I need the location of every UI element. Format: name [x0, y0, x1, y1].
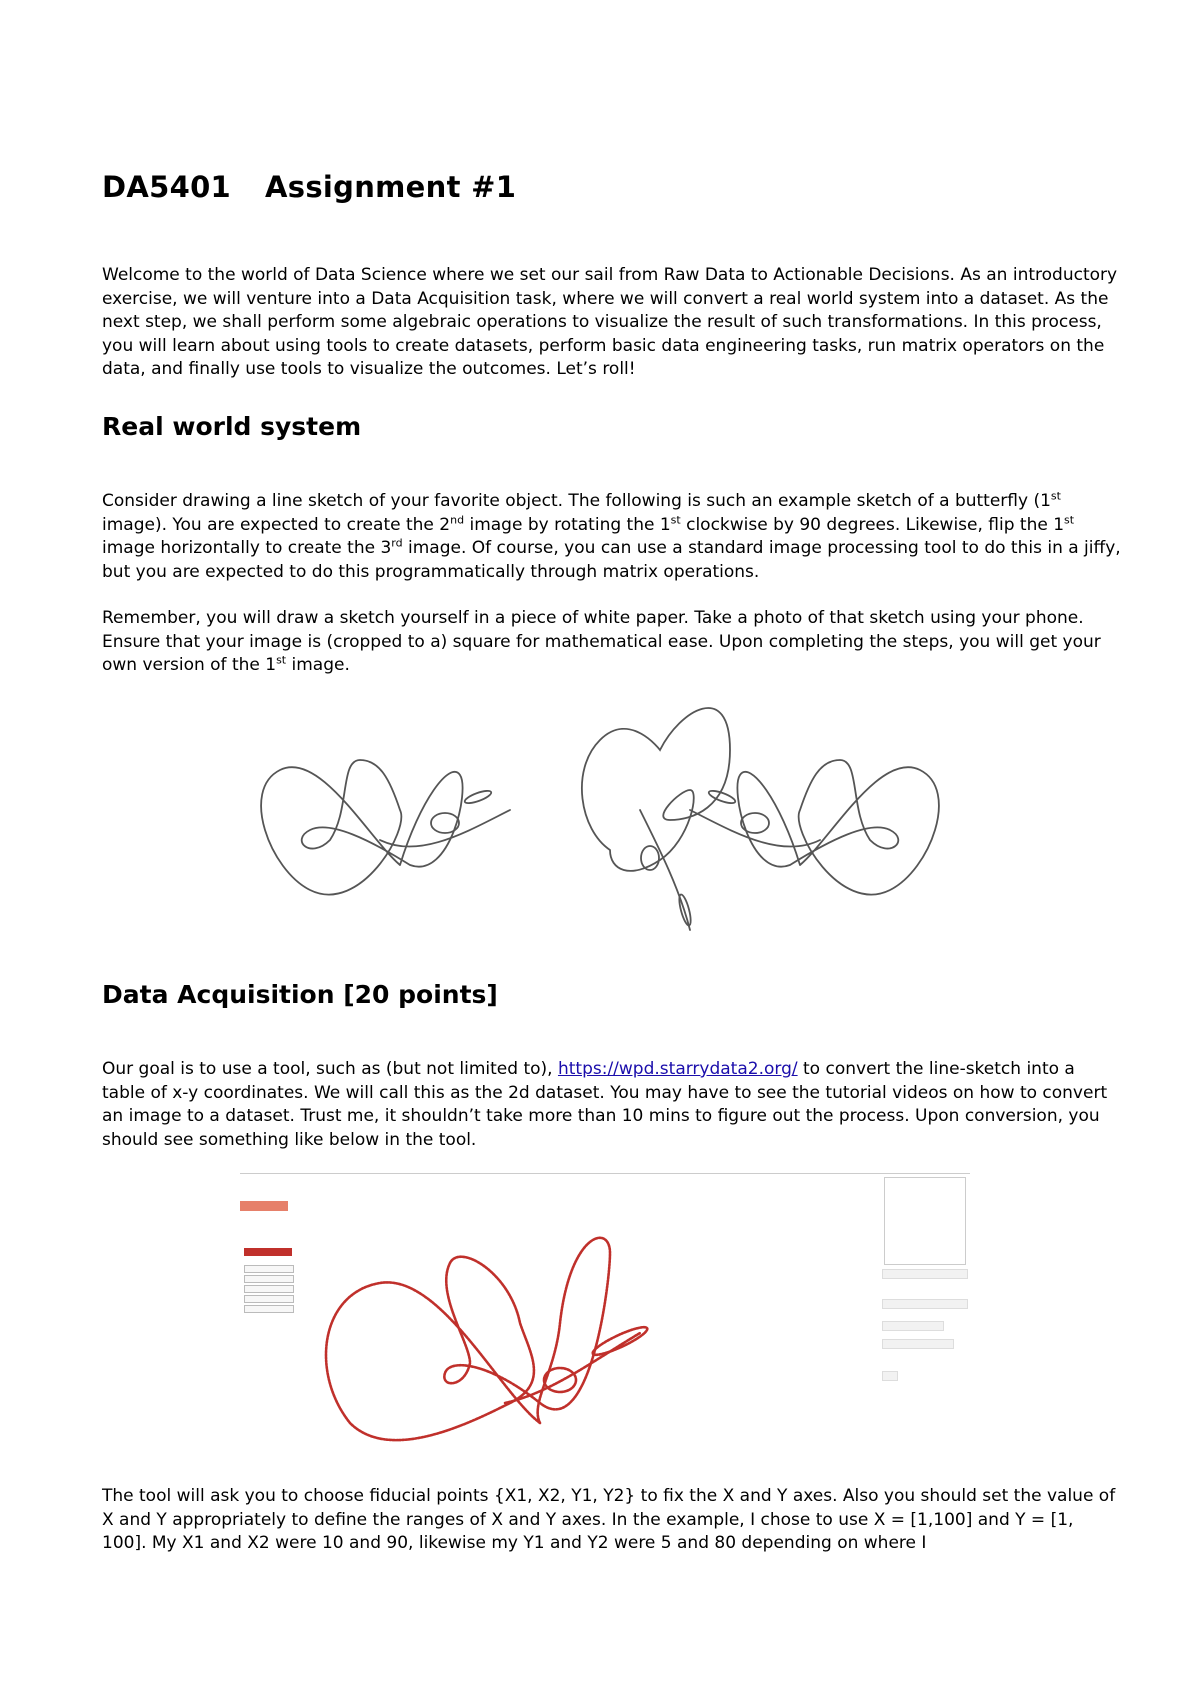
data-acquisition-paragraph-2: The tool will ask you to choose fiducial points {X1, X2, Y1, Y2} to fix the X and Y axes. Also you should set the value of X and Y appropriately to define the ranges of X and Y axes. In the example, I chose to use X = [1,100] and Y = [1, 100]. My X1 and X2 were 10 and 90, likewise my Y1 and Y2 were 5 and 80 depending on where I — [102, 1486, 1116, 1553]
digitizer-tool-screenshot — [240, 1173, 970, 1463]
butterfly-sketches-figure — [250, 690, 1000, 940]
data-acquisition-paragraph-1: Our goal is to use a tool, such as (but not limited to), https://wpd.starrydata2.org/ to convert the line-sketch into a table of x-y coordinates. We will call this as the 2d dataset. You may have to see the tutorial videos on how to convert an image to a dataset. Trust me, it shouldn’t take more than 10 mins to figure out the process. Upon conversion, you should see something like below in the tool. — [102, 1059, 1108, 1150]
page-title: DA5401 Assignment #1 — [102, 170, 517, 204]
real-world-paragraph-2: Remember, you will draw a sketch yourself in a piece of white paper. Take a photo of that sketch using your phone. Ensure that your image is (cropped to a) square for mathematical ease. Upon completing the steps, you will get your own version of the 1st image. — [102, 608, 1101, 675]
section-heading-real-world-system: Real world system — [102, 412, 362, 441]
butterfly-original-image — [261, 760, 510, 895]
section-heading-data-acquisition: Data Acquisition [20 points] — [102, 980, 498, 1009]
butterfly-flipped-image — [690, 760, 939, 895]
real-world-paragraph-1: Consider drawing a line sketch of your favorite object. The following is such an example sketch of a butterfly (1st image). You are expected to create the 2nd image by rotating the 1st clockwise by 90 degrees. Likewise, flip the 1st image horizontally to create the 3rd image. Of course, you can use a standard image processing tool to do this in a jiffy, but you are expected to do this programmatically through matrix operations. — [102, 489, 1121, 582]
digitized-butterfly-plot — [240, 1173, 970, 1463]
intro-paragraph: Welcome to the world of Data Science where we set our sail from Raw Data to Actionable Decisions. As an introductory exercise, we will venture into a Data Acquisition task, where we will convert a real world system into a dataset. As the next step, we shall perform some algebraic operations to visualize the result of such transformations. In this process, you will learn about using tools to create datasets, perform basic data engineering tasks, run matrix operators on the data, and finally use tools to visualize the outcomes. Let’s roll! — [102, 265, 1118, 379]
wpd-link[interactable]: https://wpd.starrydata2.org/ — [557, 1059, 798, 1079]
